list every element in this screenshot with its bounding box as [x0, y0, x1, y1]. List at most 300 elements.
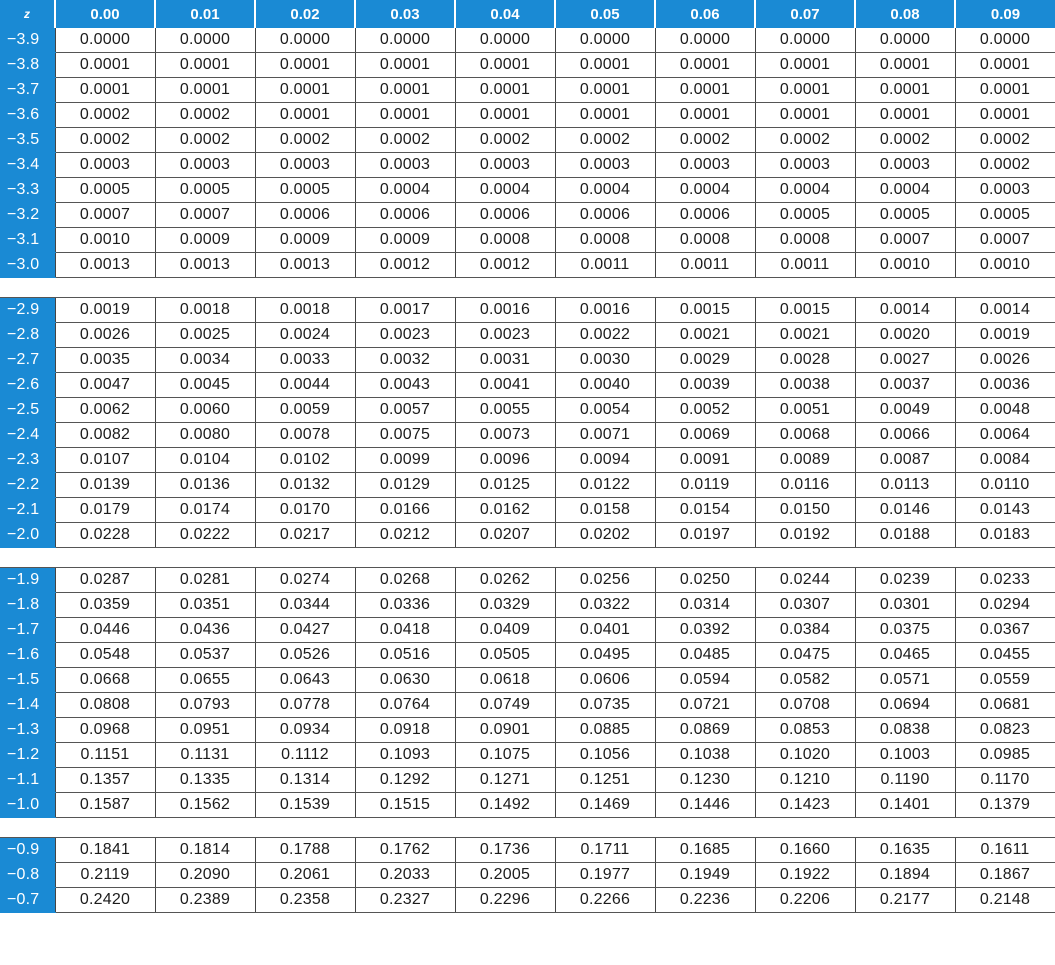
- z-column-header: z: [0, 0, 55, 28]
- probability-cell: 0.0951: [155, 718, 255, 743]
- probability-cell: 0.0007: [855, 228, 955, 253]
- probability-cell: 0.0049: [855, 398, 955, 423]
- z-value-cell: −1.2: [0, 743, 55, 768]
- probability-cell: 0.0005: [255, 178, 355, 203]
- probability-cell: 0.0009: [255, 228, 355, 253]
- z-value-cell: −2.1: [0, 498, 55, 523]
- probability-cell: 0.0031: [455, 348, 555, 373]
- probability-cell: 0.1788: [255, 838, 355, 863]
- probability-cell: 0.0028: [755, 348, 855, 373]
- probability-cell: 0.0307: [755, 593, 855, 618]
- probability-cell: 0.2420: [55, 888, 155, 913]
- probability-cell: 0.1271: [455, 768, 555, 793]
- probability-cell: 0.0344: [255, 593, 355, 618]
- probability-cell: 0.1922: [755, 863, 855, 888]
- z-value-cell: −1.5: [0, 668, 55, 693]
- probability-cell: 0.2033: [355, 863, 455, 888]
- probability-cell: 0.0436: [155, 618, 255, 643]
- probability-cell: 0.0150: [755, 498, 855, 523]
- table-row: [0, 323, 1055, 348]
- probability-cell: 0.0000: [955, 28, 1055, 53]
- separator-cell: [0, 818, 1055, 838]
- probability-cell: 0.1635: [855, 838, 955, 863]
- probability-cell: 0.0021: [655, 323, 755, 348]
- probability-cell: 0.0002: [155, 128, 255, 153]
- block-separator: [0, 548, 1055, 568]
- probability-cell: 0.0694: [855, 693, 955, 718]
- probability-cell: 0.0003: [55, 153, 155, 178]
- probability-cell: 0.0010: [955, 253, 1055, 278]
- probability-cell: 0.0001: [855, 78, 955, 103]
- probability-cell: 0.0029: [655, 348, 755, 373]
- probability-cell: 0.0016: [555, 298, 655, 323]
- probability-cell: 0.0004: [455, 178, 555, 203]
- probability-cell: 0.0885: [555, 718, 655, 743]
- probability-cell: 0.0006: [655, 203, 755, 228]
- probability-cell: 0.2090: [155, 863, 255, 888]
- probability-cell: 0.0516: [355, 643, 455, 668]
- table-row: [0, 373, 1055, 398]
- probability-cell: 0.1660: [755, 838, 855, 863]
- probability-cell: 0.0001: [55, 53, 155, 78]
- probability-cell: 0.0003: [655, 153, 755, 178]
- probability-cell: 0.0418: [355, 618, 455, 643]
- probability-cell: 0.0003: [455, 153, 555, 178]
- probability-cell: 0.1814: [155, 838, 255, 863]
- probability-cell: 0.0721: [655, 693, 755, 718]
- probability-cell: 0.0004: [755, 178, 855, 203]
- probability-cell: 0.0009: [155, 228, 255, 253]
- probability-cell: 0.0359: [55, 593, 155, 618]
- probability-cell: 0.0808: [55, 693, 155, 718]
- z-value-cell: −1.6: [0, 643, 55, 668]
- z-value-cell: −0.8: [0, 863, 55, 888]
- probability-cell: 0.0008: [455, 228, 555, 253]
- probability-cell: 0.0096: [455, 448, 555, 473]
- probability-cell: 0.0006: [555, 203, 655, 228]
- probability-cell: 0.0021: [755, 323, 855, 348]
- z-value-cell: −2.9: [0, 298, 55, 323]
- probability-cell: 0.1131: [155, 743, 255, 768]
- column-header: 0.07: [755, 0, 855, 28]
- probability-cell: 0.0000: [855, 28, 955, 53]
- column-header: 0.00: [55, 0, 155, 28]
- probability-cell: 0.0035: [55, 348, 155, 373]
- probability-cell: 0.0113: [855, 473, 955, 498]
- probability-cell: 0.0222: [155, 523, 255, 548]
- z-value-cell: −2.3: [0, 448, 55, 473]
- z-value-cell: −0.9: [0, 838, 55, 863]
- probability-cell: 0.0003: [555, 153, 655, 178]
- z-value-cell: −2.8: [0, 323, 55, 348]
- probability-cell: 0.0000: [655, 28, 755, 53]
- table-row: [0, 693, 1055, 718]
- z-value-cell: −3.9: [0, 28, 55, 53]
- column-header: 0.01: [155, 0, 255, 28]
- probability-cell: 0.1151: [55, 743, 155, 768]
- probability-cell: 0.0934: [255, 718, 355, 743]
- probability-cell: 0.0000: [355, 28, 455, 53]
- probability-cell: 0.0057: [355, 398, 455, 423]
- probability-cell: 0.0256: [555, 568, 655, 593]
- probability-cell: 0.0001: [855, 103, 955, 128]
- probability-cell: 0.0495: [555, 643, 655, 668]
- probability-cell: 0.0039: [655, 373, 755, 398]
- table-row: [0, 423, 1055, 448]
- table-row: [0, 473, 1055, 498]
- table-row: [0, 53, 1055, 78]
- column-header: 0.06: [655, 0, 755, 28]
- probability-cell: 0.0250: [655, 568, 755, 593]
- probability-cell: 0.0002: [55, 103, 155, 128]
- probability-cell: 0.0001: [855, 53, 955, 78]
- probability-cell: 0.1093: [355, 743, 455, 768]
- probability-cell: 0.1038: [655, 743, 755, 768]
- probability-cell: 0.0548: [55, 643, 155, 668]
- probability-cell: 0.0455: [955, 643, 1055, 668]
- column-header: 0.09: [955, 0, 1055, 28]
- probability-cell: 0.0006: [355, 203, 455, 228]
- probability-cell: 0.0485: [655, 643, 755, 668]
- table-row: [0, 28, 1055, 53]
- probability-cell: 0.0606: [555, 668, 655, 693]
- probability-cell: 0.0008: [555, 228, 655, 253]
- table-row: [0, 398, 1055, 423]
- probability-cell: 0.0008: [755, 228, 855, 253]
- probability-cell: 0.0594: [655, 668, 755, 693]
- probability-cell: 0.0119: [655, 473, 755, 498]
- z-value-cell: −3.8: [0, 53, 55, 78]
- probability-cell: 0.0026: [955, 348, 1055, 373]
- probability-cell: 0.0505: [455, 643, 555, 668]
- probability-cell: 0.0002: [655, 128, 755, 153]
- probability-cell: 0.0001: [655, 103, 755, 128]
- table-row: [0, 348, 1055, 373]
- probability-cell: 0.0735: [555, 693, 655, 718]
- probability-cell: 0.0001: [755, 103, 855, 128]
- table-row: [0, 78, 1055, 103]
- probability-cell: 0.1841: [55, 838, 155, 863]
- probability-cell: 0.0262: [455, 568, 555, 593]
- probability-cell: 0.2148: [955, 888, 1055, 913]
- probability-cell: 0.1977: [555, 863, 655, 888]
- probability-cell: 0.0154: [655, 498, 755, 523]
- probability-cell: 0.0778: [255, 693, 355, 718]
- probability-cell: 0.0027: [855, 348, 955, 373]
- probability-cell: 0.0025: [155, 323, 255, 348]
- probability-cell: 0.1867: [955, 863, 1055, 888]
- probability-cell: 0.1469: [555, 793, 655, 818]
- probability-cell: 0.2327: [355, 888, 455, 913]
- probability-cell: 0.0051: [755, 398, 855, 423]
- probability-cell: 0.2296: [455, 888, 555, 913]
- probability-cell: 0.1949: [655, 863, 755, 888]
- probability-cell: 0.0129: [355, 473, 455, 498]
- probability-cell: 0.0179: [55, 498, 155, 523]
- probability-cell: 0.0069: [655, 423, 755, 448]
- probability-cell: 0.0071: [555, 423, 655, 448]
- probability-cell: 0.0001: [955, 103, 1055, 128]
- table-row: [0, 128, 1055, 153]
- probability-cell: 0.0008: [655, 228, 755, 253]
- probability-cell: 0.0207: [455, 523, 555, 548]
- probability-cell: 0.1587: [55, 793, 155, 818]
- probability-cell: 0.0104: [155, 448, 255, 473]
- probability-cell: 0.0475: [755, 643, 855, 668]
- table-row: [0, 203, 1055, 228]
- probability-cell: 0.0708: [755, 693, 855, 718]
- probability-cell: 0.0367: [955, 618, 1055, 643]
- probability-cell: 0.0985: [955, 743, 1055, 768]
- z-value-cell: −3.3: [0, 178, 55, 203]
- probability-cell: 0.0036: [955, 373, 1055, 398]
- probability-cell: 0.0918: [355, 718, 455, 743]
- probability-cell: 0.1446: [655, 793, 755, 818]
- probability-cell: 0.1230: [655, 768, 755, 793]
- probability-cell: 0.0107: [55, 448, 155, 473]
- probability-cell: 0.0002: [455, 128, 555, 153]
- probability-cell: 0.2119: [55, 863, 155, 888]
- probability-cell: 0.0005: [155, 178, 255, 203]
- probability-cell: 0.0019: [55, 298, 155, 323]
- table-row: [0, 643, 1055, 668]
- probability-cell: 0.0014: [855, 298, 955, 323]
- probability-cell: 0.0062: [55, 398, 155, 423]
- probability-cell: 0.0166: [355, 498, 455, 523]
- z-value-cell: −1.8: [0, 593, 55, 618]
- probability-cell: 0.0351: [155, 593, 255, 618]
- probability-cell: 0.0375: [855, 618, 955, 643]
- probability-cell: 0.0901: [455, 718, 555, 743]
- probability-cell: 0.0287: [55, 568, 155, 593]
- probability-cell: 0.1170: [955, 768, 1055, 793]
- probability-cell: 0.0018: [155, 298, 255, 323]
- probability-cell: 0.0052: [655, 398, 755, 423]
- probability-cell: 0.0018: [255, 298, 355, 323]
- probability-cell: 0.0017: [355, 298, 455, 323]
- probability-cell: 0.0001: [155, 53, 255, 78]
- probability-cell: 0.0089: [755, 448, 855, 473]
- probability-cell: 0.0401: [555, 618, 655, 643]
- table-row: [0, 668, 1055, 693]
- probability-cell: 0.0336: [355, 593, 455, 618]
- probability-cell: 0.0001: [555, 103, 655, 128]
- probability-cell: 0.0002: [855, 128, 955, 153]
- probability-cell: 0.0013: [55, 253, 155, 278]
- probability-cell: 0.0001: [555, 53, 655, 78]
- block-separator: [0, 818, 1055, 838]
- probability-cell: 0.0301: [855, 593, 955, 618]
- probability-cell: 0.0001: [755, 53, 855, 78]
- probability-cell: 0.0001: [555, 78, 655, 103]
- probability-cell: 0.0582: [755, 668, 855, 693]
- probability-cell: 0.0040: [555, 373, 655, 398]
- z-value-cell: −2.4: [0, 423, 55, 448]
- probability-cell: 0.2005: [455, 863, 555, 888]
- probability-cell: 0.0091: [655, 448, 755, 473]
- probability-cell: 0.0037: [855, 373, 955, 398]
- probability-cell: 0.0084: [955, 448, 1055, 473]
- probability-cell: 0.0003: [355, 153, 455, 178]
- probability-cell: 0.1357: [55, 768, 155, 793]
- probability-cell: 0.0000: [55, 28, 155, 53]
- z-value-cell: −1.3: [0, 718, 55, 743]
- separator-cell: [0, 278, 1055, 298]
- probability-cell: 0.0014: [955, 298, 1055, 323]
- column-header: 0.08: [855, 0, 955, 28]
- probability-cell: 0.1685: [655, 838, 755, 863]
- probability-cell: 0.0001: [655, 53, 755, 78]
- probability-cell: 0.0001: [755, 78, 855, 103]
- table-row: [0, 523, 1055, 548]
- probability-cell: 0.0001: [55, 78, 155, 103]
- column-header: 0.05: [555, 0, 655, 28]
- probability-cell: 0.0212: [355, 523, 455, 548]
- probability-cell: 0.0011: [655, 253, 755, 278]
- probability-cell: 0.0002: [155, 103, 255, 128]
- probability-cell: 0.0044: [255, 373, 355, 398]
- probability-cell: 0.0080: [155, 423, 255, 448]
- z-value-cell: −2.6: [0, 373, 55, 398]
- probability-cell: 0.0146: [855, 498, 955, 523]
- probability-cell: 0.0059: [255, 398, 355, 423]
- probability-cell: 0.0003: [855, 153, 955, 178]
- probability-cell: 0.0001: [255, 78, 355, 103]
- probability-cell: 0.0125: [455, 473, 555, 498]
- probability-cell: 0.0002: [955, 128, 1055, 153]
- probability-cell: 0.0228: [55, 523, 155, 548]
- probability-cell: 0.0016: [455, 298, 555, 323]
- probability-cell: 0.0005: [955, 203, 1055, 228]
- probability-cell: 0.0571: [855, 668, 955, 693]
- probability-cell: 0.0023: [355, 323, 455, 348]
- probability-cell: 0.0034: [155, 348, 255, 373]
- probability-cell: 0.2358: [255, 888, 355, 913]
- probability-cell: 0.2206: [755, 888, 855, 913]
- probability-cell: 0.0537: [155, 643, 255, 668]
- z-value-cell: −0.7: [0, 888, 55, 913]
- probability-cell: 0.0009: [355, 228, 455, 253]
- probability-cell: 0.0233: [955, 568, 1055, 593]
- table-row: [0, 448, 1055, 473]
- probability-cell: 0.0087: [855, 448, 955, 473]
- z-value-cell: −3.2: [0, 203, 55, 228]
- probability-cell: 0.0013: [155, 253, 255, 278]
- probability-cell: 0.0005: [755, 203, 855, 228]
- probability-cell: 0.0823: [955, 718, 1055, 743]
- probability-cell: 0.0011: [555, 253, 655, 278]
- probability-cell: 0.0004: [555, 178, 655, 203]
- probability-cell: 0.0030: [555, 348, 655, 373]
- z-value-cell: −3.0: [0, 253, 55, 278]
- probability-cell: 0.0000: [455, 28, 555, 53]
- probability-cell: 0.0047: [55, 373, 155, 398]
- probability-cell: 0.0465: [855, 643, 955, 668]
- probability-cell: 0.0630: [355, 668, 455, 693]
- probability-cell: 0.0244: [755, 568, 855, 593]
- probability-cell: 0.0073: [455, 423, 555, 448]
- probability-cell: 0.0024: [255, 323, 355, 348]
- column-header: 0.02: [255, 0, 355, 28]
- probability-cell: 0.0066: [855, 423, 955, 448]
- table-row: [0, 718, 1055, 743]
- probability-cell: 0.1075: [455, 743, 555, 768]
- probability-cell: 0.1112: [255, 743, 355, 768]
- probability-cell: 0.0045: [155, 373, 255, 398]
- probability-cell: 0.0446: [55, 618, 155, 643]
- table-row: [0, 153, 1055, 178]
- probability-cell: 0.0217: [255, 523, 355, 548]
- probability-cell: 0.0002: [555, 128, 655, 153]
- probability-cell: 0.0526: [255, 643, 355, 668]
- table-body: [0, 28, 1055, 913]
- probability-cell: 0.0004: [355, 178, 455, 203]
- probability-cell: 0.1611: [955, 838, 1055, 863]
- z-value-cell: −1.4: [0, 693, 55, 718]
- probability-cell: 0.1335: [155, 768, 255, 793]
- table-row: [0, 618, 1055, 643]
- table-row: [0, 838, 1055, 863]
- probability-cell: 0.0001: [355, 53, 455, 78]
- probability-cell: 0.0022: [555, 323, 655, 348]
- probability-cell: 0.0239: [855, 568, 955, 593]
- probability-cell: 0.0681: [955, 693, 1055, 718]
- probability-cell: 0.1562: [155, 793, 255, 818]
- probability-cell: 0.0043: [355, 373, 455, 398]
- probability-cell: 0.0322: [555, 593, 655, 618]
- table-row: [0, 888, 1055, 913]
- table-row: [0, 593, 1055, 618]
- probability-cell: 0.0003: [755, 153, 855, 178]
- probability-cell: 0.0060: [155, 398, 255, 423]
- probability-cell: 0.0202: [555, 523, 655, 548]
- probability-cell: 0.0116: [755, 473, 855, 498]
- probability-cell: 0.0968: [55, 718, 155, 743]
- probability-cell: 0.0023: [455, 323, 555, 348]
- probability-cell: 0.0174: [155, 498, 255, 523]
- probability-cell: 0.0329: [455, 593, 555, 618]
- table-row: [0, 743, 1055, 768]
- z-value-cell: −3.5: [0, 128, 55, 153]
- probability-cell: 0.0655: [155, 668, 255, 693]
- probability-cell: 0.0110: [955, 473, 1055, 498]
- probability-cell: 0.0384: [755, 618, 855, 643]
- probability-cell: 0.0294: [955, 593, 1055, 618]
- probability-cell: 0.0094: [555, 448, 655, 473]
- probability-cell: 0.1711: [555, 838, 655, 863]
- probability-cell: 0.0192: [755, 523, 855, 548]
- probability-cell: 0.0004: [655, 178, 755, 203]
- probability-cell: 0.2177: [855, 888, 955, 913]
- probability-cell: 0.0019: [955, 323, 1055, 348]
- probability-cell: 0.0026: [55, 323, 155, 348]
- probability-cell: 0.0041: [455, 373, 555, 398]
- probability-cell: 0.0007: [155, 203, 255, 228]
- probability-cell: 0.0158: [555, 498, 655, 523]
- probability-cell: 0.0010: [855, 253, 955, 278]
- probability-cell: 0.0003: [155, 153, 255, 178]
- z-value-cell: −3.1: [0, 228, 55, 253]
- probability-cell: 0.0643: [255, 668, 355, 693]
- probability-cell: 0.0001: [155, 78, 255, 103]
- z-value-cell: −2.7: [0, 348, 55, 373]
- probability-cell: 0.0427: [255, 618, 355, 643]
- probability-cell: 0.1056: [555, 743, 655, 768]
- probability-cell: 0.0082: [55, 423, 155, 448]
- probability-cell: 0.0749: [455, 693, 555, 718]
- probability-cell: 0.0162: [455, 498, 555, 523]
- probability-cell: 0.0000: [155, 28, 255, 53]
